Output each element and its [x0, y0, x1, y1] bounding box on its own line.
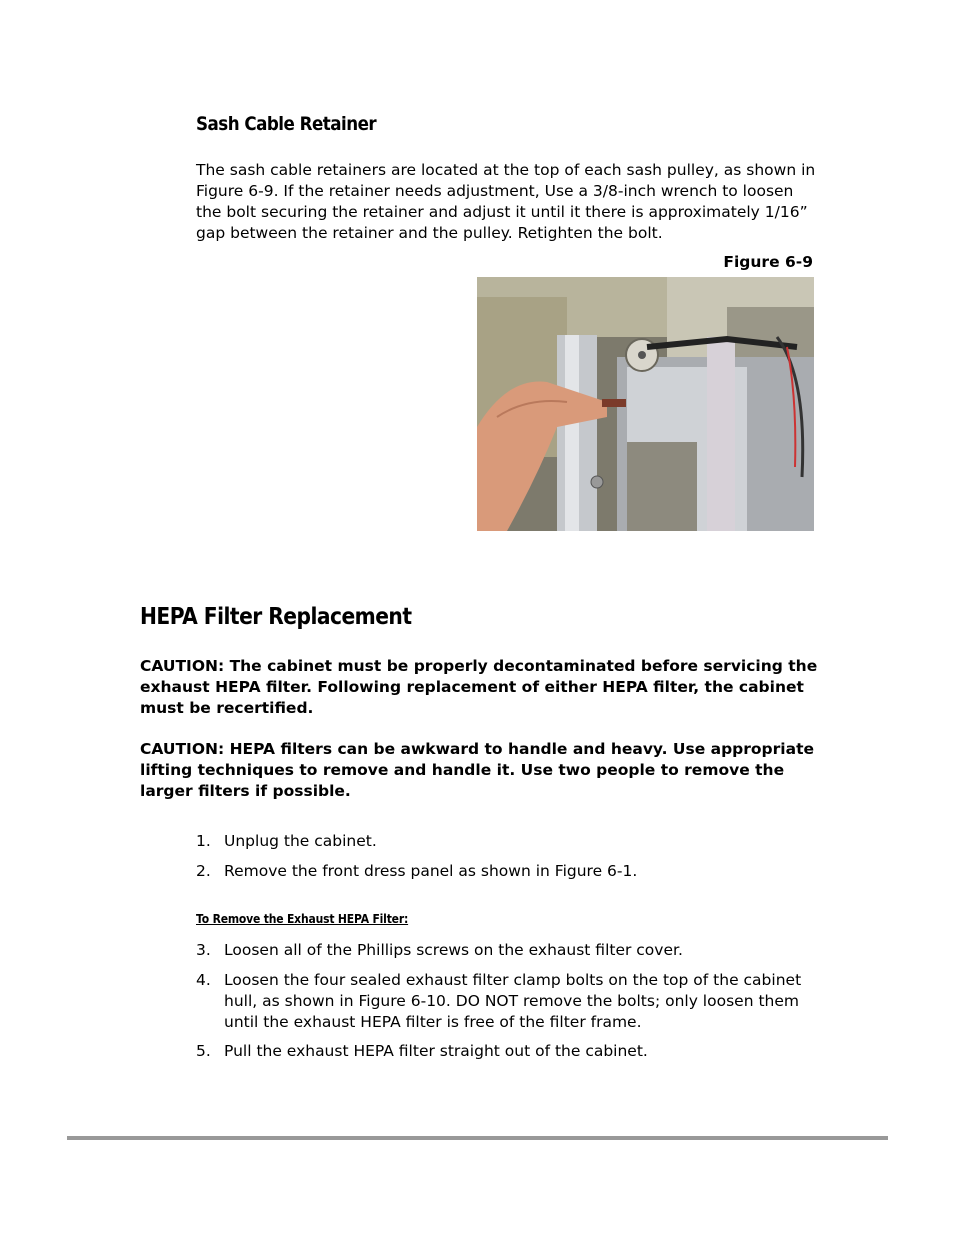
- list-item: [196, 970, 816, 1033]
- exhaust-subheading: To Remove the Exhaust HEPA Filter:: [196, 912, 409, 926]
- sash-paragraph: The sash cable retainers are located at the top of each sash pulley, as shown in Figure 6-9. If the retainer needs adjustment, Use a 3/8-inch wrench to loosen the bolt securing the retainer and adjust it until it there is approximately 1/16” gap between the retainer and the pulley. Retighten the bolt.: [196, 161, 816, 242]
- caution-heavy-filters: CAUTION: HEPA filters can be awkward to handle and heavy. Use appropriate lifting techniques to remove and handle it. Use two people to remove the larger filters if possible.: [140, 740, 814, 800]
- step-text: Loosen the four sealed exhaust filter clamp bolts on the top of the cabinet hull, as shown in Figure 6-10. DO NOT remove the bolts; only loosen them until the exhaust HEPA filter is free of the filter frame.: [224, 971, 802, 1031]
- list-item: [196, 861, 816, 882]
- step-number: 3.: [196, 941, 211, 959]
- step-text: Loosen all of the Phillips screws on the exhaust filter cover.: [224, 941, 683, 959]
- list-item: [196, 940, 816, 961]
- step-text: Unplug the cabinet.: [224, 832, 377, 850]
- step-number: 1.: [196, 832, 211, 850]
- caution-decontamination: CAUTION: The cabinet must be properly decontaminated before servicing the exhaust HEPA filter. Following replacement of either HEPA filter, the cabinet must be recertified.: [140, 657, 818, 717]
- step-number: 4.: [196, 971, 211, 989]
- footer-divider: [67, 1136, 888, 1140]
- step-text: Remove the front dress panel as shown in Figure 6-1.: [224, 862, 638, 880]
- section-heading-hepa-filter-replacement: HEPA Filter Replacement: [140, 604, 412, 630]
- section-heading-sash-cable-retainer: Sash Cable Retainer: [196, 113, 377, 135]
- list-item: [196, 831, 816, 852]
- step-number: 2.: [196, 862, 211, 880]
- figure-caption: Figure 6-9: [723, 253, 813, 271]
- step-text: Pull the exhaust HEPA filter straight out of the cabinet.: [224, 1042, 648, 1060]
- step-number: 5.: [196, 1042, 211, 1060]
- figure-6-9-photo: [477, 277, 814, 531]
- list-item: [196, 1041, 816, 1062]
